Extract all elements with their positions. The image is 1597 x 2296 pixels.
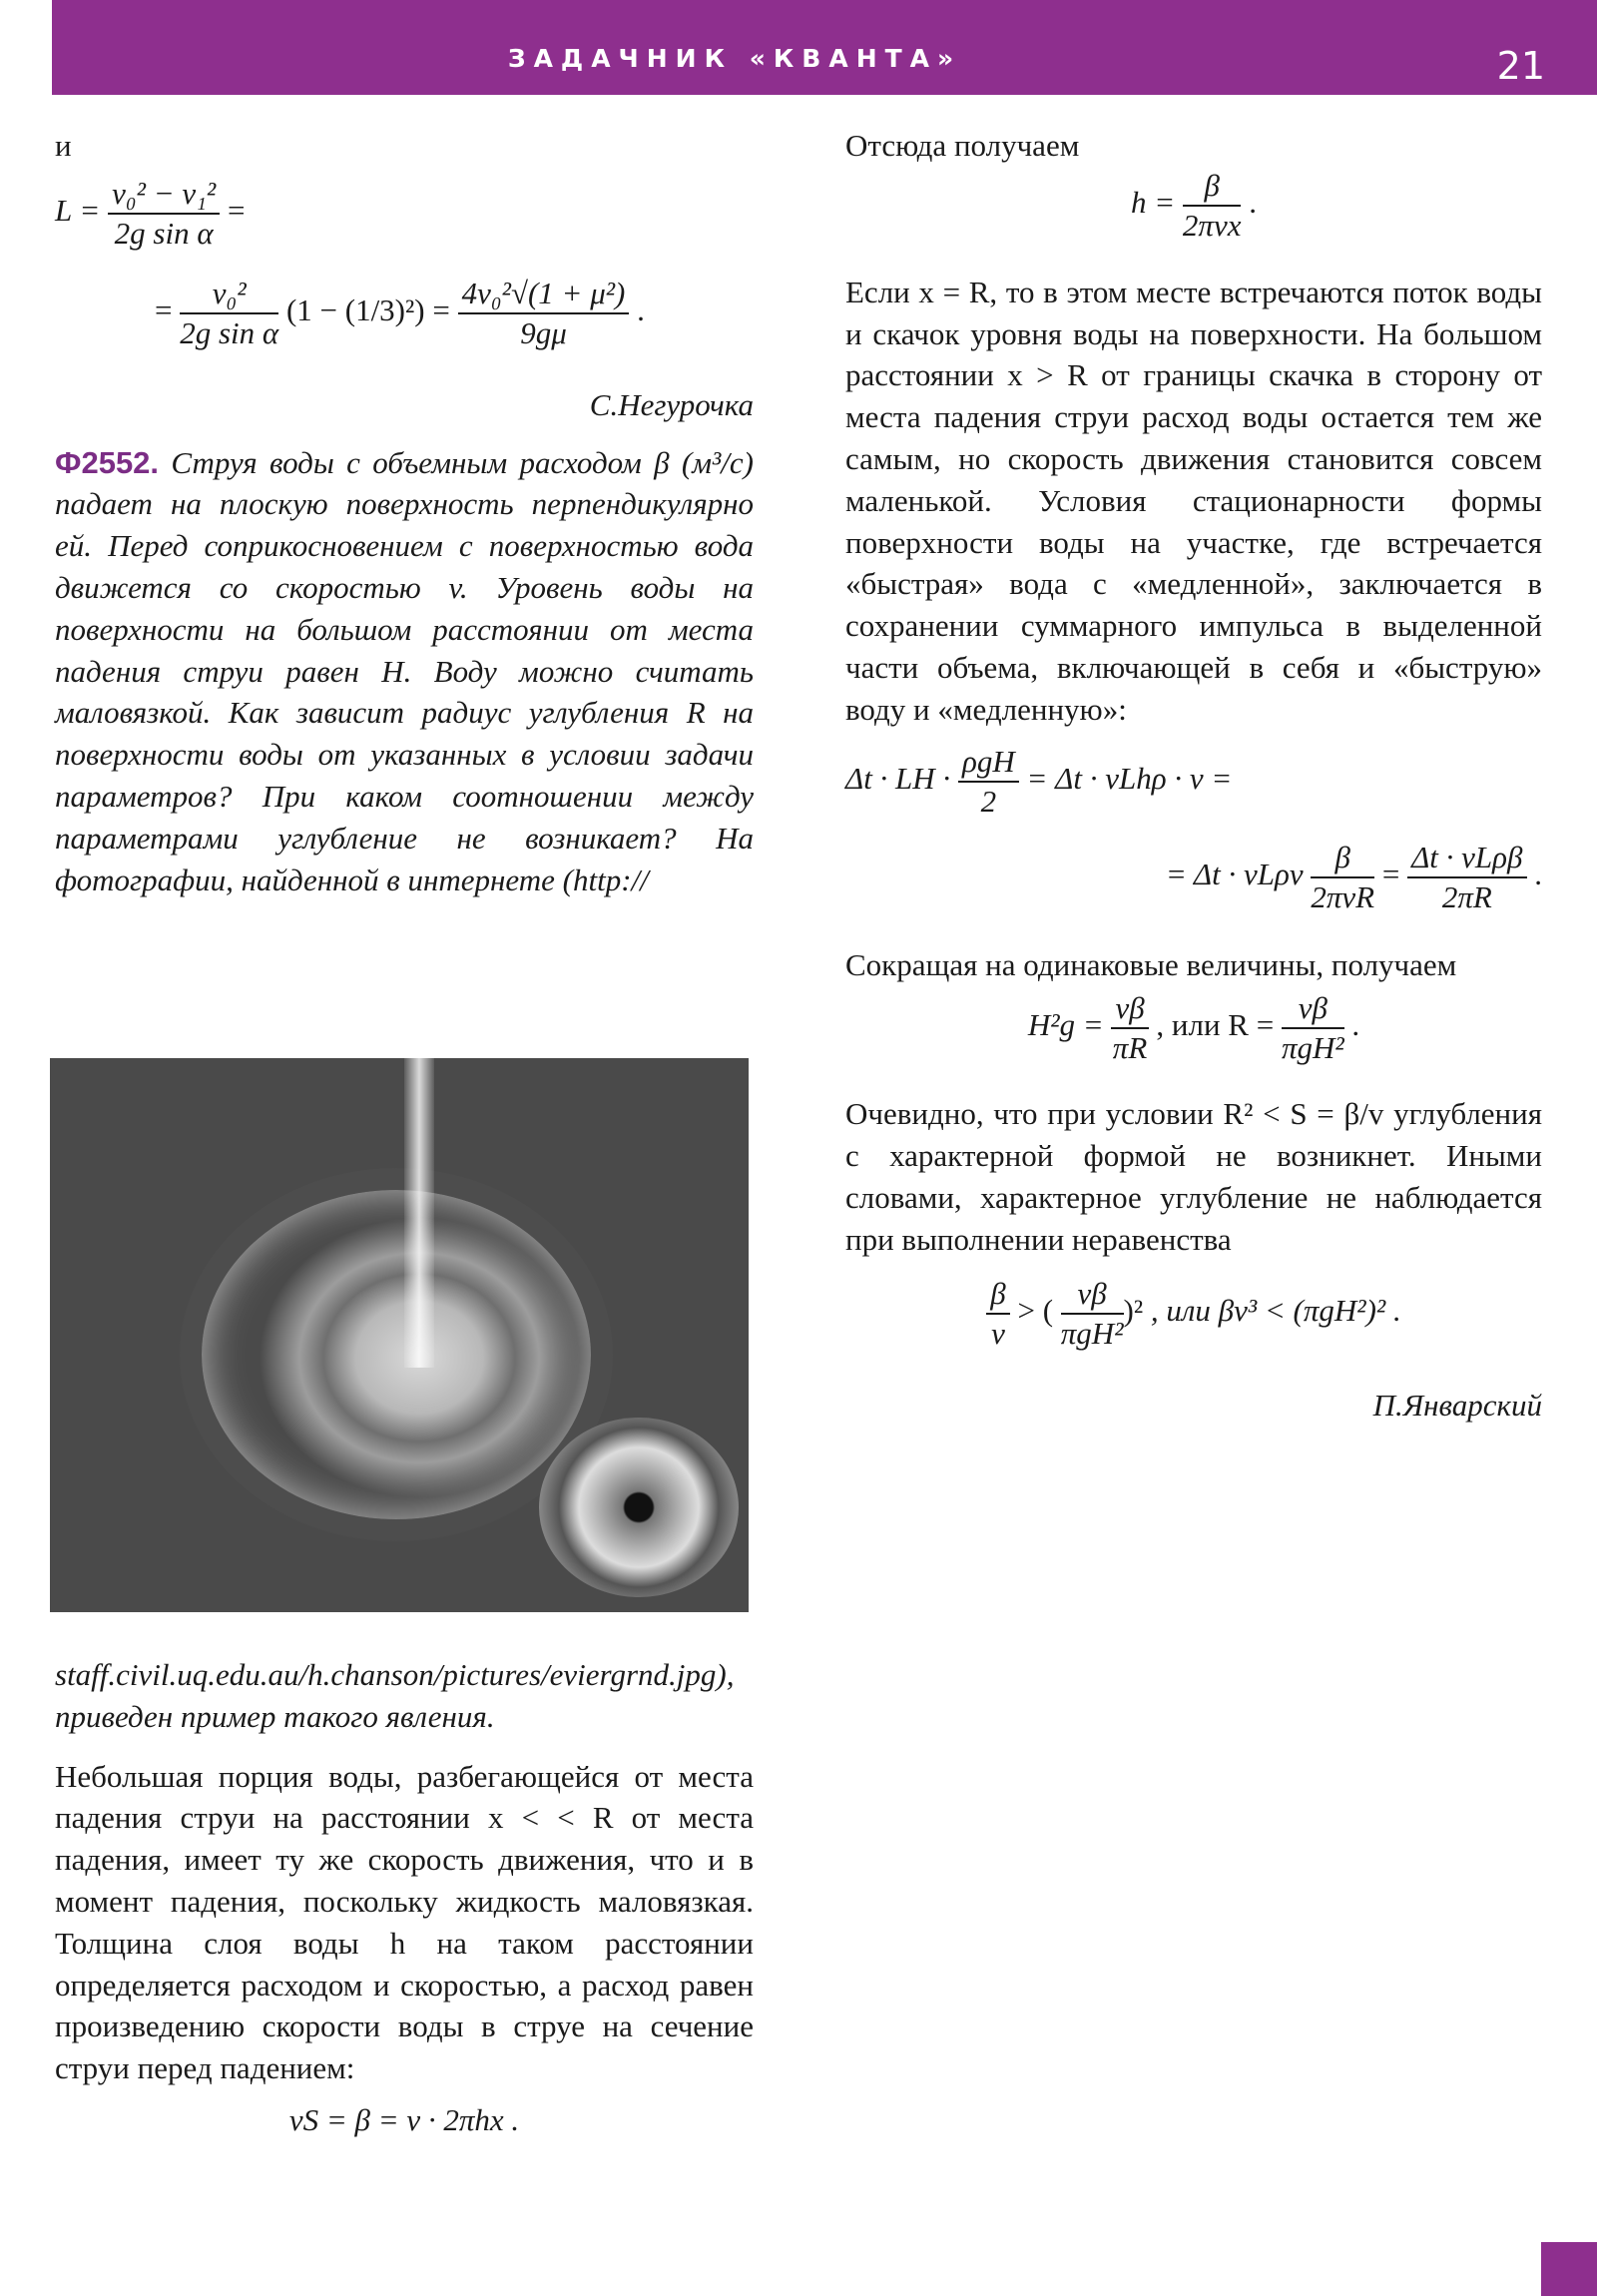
problem-statement: Ф2552. Струя воды с объемным расходом β (м³/с) падает на плоскую поверхность перпендикулярно ей. Перед соприкосновением с поверхностью вода движется со скоростью v. Уровень воды на поверхности на большом расстоянии от места падения струи равен H. Воду можно считать маловязкой. Как зависит радиус углубления R на поверхности воды от указанных в условии задачи параметров? При каком соотношении между параметрами углубление не возникает? На фотографии, найденной в интернете (http:// (55, 444, 754, 897)
solution-paragraph: Небольшая порция воды, разбегающейся от места падения струи на расстоянии x < < R от места падения, имеет ту же скорость движения, что и в момент падения, поскольку жидкость маловязкая. Толщина слоя воды h на таком расстоянии определяется расходом и скоростью, а расход равен произведению скорости воды в струе на сечение струи перед падением: (55, 1758, 754, 2086)
author-signature-2: П.Январский (1372, 1387, 1542, 1423)
problem-continuation: staff.civil.uq.edu.au/h.chanson/pictures/eviergrnd.jpg), приведен пример такого явления. (55, 1657, 735, 1734)
water-jet-photo (50, 1058, 749, 1612)
right-text-4: Очевидно, что при условии R² < S = β/v углубления с характерной формой не возникнет. Иными словами, характерное углубление не наблюдается при выполнении неравенства (845, 1096, 1542, 1257)
left-column (55, 125, 754, 900)
author-signature: С.Негурочка (589, 386, 754, 422)
equation-L: L = $\frac{\text{v₀² − v₁²}}{\text{2g sin α}}$ = (55, 175, 246, 251)
equation-vs: vS = β = v · 2πhx . (288, 2101, 520, 2137)
intro-text: и (55, 128, 72, 163)
left-column-lower (55, 1654, 754, 2141)
page-corner-tab (1541, 2242, 1597, 2296)
equation-h: h = $\frac{\beta}{\text{2πvx}}$ . (1131, 167, 1257, 243)
equation-momentum: Δt · LH · $\frac{\text{ρgH}}{2}$ = Δt · vLhρ · v = (845, 743, 1233, 819)
right-text-1: Отсюда получаем (845, 128, 1080, 163)
problem-label: Ф2552. (55, 444, 160, 480)
journal-section-title: ЗАДАЧНИК «КВАНТА» (507, 44, 962, 73)
page-number: 21 (1496, 44, 1545, 88)
right-column (845, 125, 1542, 1426)
right-text-3: Сокращая на одинаковые величины, получаем (845, 946, 1457, 982)
equation-L-expanded: = $\frac{\text{v₀²}}{\text{2g sin α}}$ (1 − (1/3)²) = $\frac{\text{4v₀²√(1 + μ²)}}{9g\mu}$ . (155, 275, 645, 350)
right-text-2: Если x = R, то в этом месте встречаются поток воды и скачок уровня воды на поверхности. На большом расстоянии x > R от границы скачка в сторону от места падения струи расход воды остается тем же самым, но скорость движения становится совсем маленькой. Условия стационарности формы поверхности воды на участке, где встречается «быстрая» вода с «медленной», заключается в сохранении суммарного импульса в выделенной части объема, включающей в себя и «быструю» воду и «медленную»: (845, 274, 1542, 727)
equation-radius: H²g = $\frac{v\beta}{\pi R}$ , или R = $\frac{v\beta}{\text{πgH²}}$ . (1027, 990, 1360, 1066)
sink-drain (539, 1418, 739, 1597)
page-header (52, 0, 1597, 95)
equation-momentum-2: = Δt · vLρv $\frac{\beta}{\text{2πvR}}$ = $\frac{\text{Δt · vLρβ}}{2\pi R}$ . (1165, 839, 1542, 914)
equation-inequality: $\frac{\beta}{v}$ > ( $\frac{v\beta}{\text{πgH²}}$ )² , или βv³ < (πgH²)² . (845, 1275, 1542, 1385)
